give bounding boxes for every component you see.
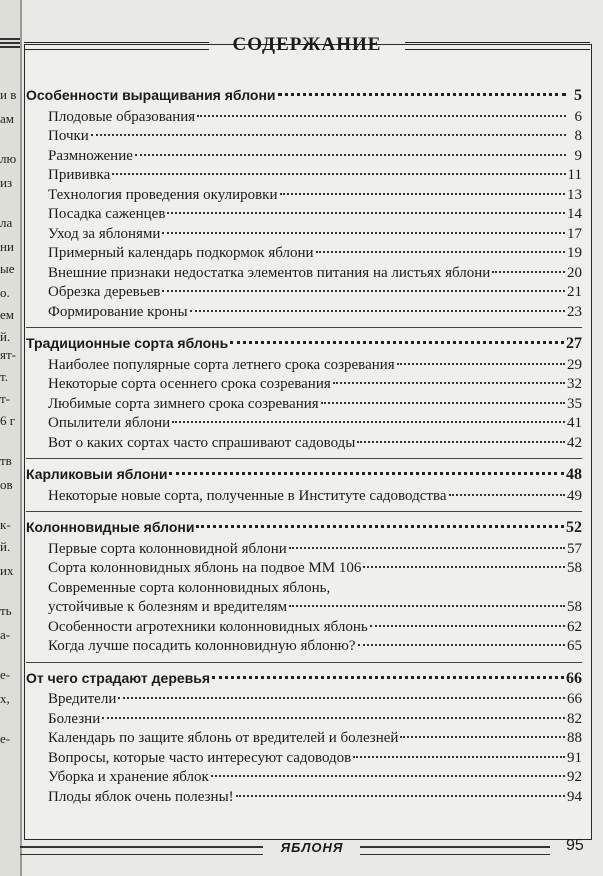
dot-leader xyxy=(289,605,565,607)
entry-page-number: 13 xyxy=(567,186,582,203)
dot-leader xyxy=(280,193,566,195)
entry-page-number: 11 xyxy=(567,167,582,183)
entry-title: Болезни xyxy=(48,710,101,727)
dot-leader xyxy=(357,441,565,443)
toc-entry[interactable] xyxy=(26,559,582,579)
left-page-fragment: ла xyxy=(0,215,13,230)
entry-title: Опылители яблони xyxy=(48,415,171,431)
entry-title: Размножение xyxy=(48,147,133,164)
toc-entry[interactable] xyxy=(26,729,582,749)
entry-page-number: 82 xyxy=(567,710,582,727)
dot-leader xyxy=(91,134,566,136)
left-page-fragment: т. xyxy=(0,369,8,384)
entry-title: Формирование кроны xyxy=(48,303,188,320)
left-page-fragment: а- xyxy=(0,627,11,642)
entry-page-number: 62 xyxy=(567,618,582,635)
toc-entry[interactable] xyxy=(26,579,582,599)
toc-entry[interactable] xyxy=(26,283,582,303)
entry-title: Прививка xyxy=(48,167,111,183)
toc-section-heading[interactable] xyxy=(26,669,582,689)
dot-leader xyxy=(211,775,565,777)
entry-page-number: 58 xyxy=(567,599,582,615)
left-page-fragment: тв xyxy=(0,453,12,468)
dot-leader xyxy=(333,382,565,384)
entry-title: Примерный календарь подкормок яблони xyxy=(48,245,314,261)
left-page-fragment: ем xyxy=(0,307,14,322)
toc-entry[interactable] xyxy=(26,264,582,284)
left-page-fragment: е- xyxy=(0,667,11,682)
title-rule-left xyxy=(24,42,209,50)
entry-title: Когда лучше посадить колонновидную яблоню? xyxy=(48,638,356,654)
toc-entry[interactable] xyxy=(26,487,582,507)
page-number: 95 xyxy=(566,837,584,854)
left-page-fragment: ни xyxy=(0,239,14,254)
footer-rule-left xyxy=(20,846,263,855)
entry-page-number: 65 xyxy=(567,638,582,654)
entry-title: Первые сорта колонновидной яблони xyxy=(48,540,287,557)
left-page-fragment: ам xyxy=(0,111,14,126)
left-page-rule xyxy=(0,38,20,50)
toc-entry[interactable] xyxy=(26,637,582,657)
toc-section-heading[interactable] xyxy=(26,334,582,354)
left-page-fragment: ть xyxy=(0,603,12,618)
entry-title: Наиболее популярные сорта летнего срока созревания xyxy=(48,356,395,373)
left-page-fragment: их xyxy=(0,563,14,578)
entry-title: Вот о каких сортах часто спрашивают садоводы xyxy=(48,434,356,451)
dot-leader xyxy=(197,115,566,117)
dot-leader xyxy=(112,173,565,175)
running-title: ЯБЛОНЯ xyxy=(280,840,344,855)
page-footer xyxy=(20,837,603,864)
entry-page-number: 58 xyxy=(567,560,582,576)
dot-leader xyxy=(363,566,565,568)
entry-title: Сорта колонновидных яблонь на подвое ММ 106 xyxy=(48,560,362,576)
title-rule-right xyxy=(405,42,590,50)
entry-title: Посадка саженцев xyxy=(48,206,166,222)
toc-entry[interactable] xyxy=(26,414,582,434)
entry-page-number: 91 xyxy=(567,749,582,766)
left-page-fragment: й. xyxy=(0,329,11,344)
entry-page-number: 8 xyxy=(574,128,582,144)
entry-title: Вопросы, которые часто интересуют садоводов xyxy=(48,749,352,766)
dot-leader xyxy=(449,494,566,496)
entry-title: Почки xyxy=(48,128,89,144)
left-page-fragment: ые xyxy=(0,261,15,276)
entry-title: Особенности агротехники колонновидных яблонь xyxy=(48,618,368,635)
entry-title: Обрезка деревьев xyxy=(48,284,161,300)
entry-title: Плодовые образования xyxy=(48,108,196,125)
entry-title: устойчивые к болезням и вредителям xyxy=(48,599,288,615)
toc-entry[interactable] xyxy=(26,788,582,808)
left-page-fragment: й. xyxy=(0,539,11,554)
entry-page-number: 35 xyxy=(567,395,582,412)
toc-section xyxy=(26,518,582,663)
toc-entry[interactable] xyxy=(26,225,582,245)
toc-entry[interactable] xyxy=(26,618,582,638)
entry-page-number: 49 xyxy=(567,487,582,504)
toc-section xyxy=(26,86,582,328)
entry-page-number: 42 xyxy=(567,434,582,451)
toc-entry[interactable] xyxy=(26,690,582,710)
entry-title: Технология проведения окулировки xyxy=(48,186,278,203)
entry-page-number: 41 xyxy=(567,415,582,431)
left-page-fragment: о. xyxy=(0,285,10,300)
section-page-number: 27 xyxy=(566,335,582,352)
toc-entry[interactable] xyxy=(26,749,582,769)
dot-leader xyxy=(196,525,564,528)
left-page-fragment: и в xyxy=(0,87,17,102)
entry-page-number: 32 xyxy=(567,376,582,392)
dot-leader xyxy=(135,154,566,156)
title-row xyxy=(24,34,590,58)
toc-section-heading[interactable] xyxy=(26,465,582,485)
left-page-fragment: 6 г xyxy=(0,413,16,428)
toc-entry[interactable] xyxy=(26,303,582,323)
toc-entry[interactable] xyxy=(26,127,582,147)
entry-title: Внешние признаки недостатка элементов питания на листьях яблони xyxy=(48,264,491,281)
entry-page-number: 92 xyxy=(567,769,582,785)
entry-title: Уборка и хранение яблок xyxy=(48,769,209,785)
section-title: Колонновидные яблони xyxy=(26,519,195,535)
entry-page-number: 57 xyxy=(567,540,582,557)
entry-page-number: 9 xyxy=(574,147,582,164)
entry-title: Некоторые новые сорта, полученные в Институте садоводства xyxy=(48,487,447,504)
toc-entry[interactable] xyxy=(26,186,582,206)
toc-entry[interactable] xyxy=(26,166,582,186)
dot-leader xyxy=(236,795,565,797)
section-page-number: 5 xyxy=(574,87,582,104)
dot-leader xyxy=(358,644,565,646)
entry-page-number: 88 xyxy=(567,730,582,746)
dot-leader xyxy=(278,93,566,96)
dot-leader xyxy=(118,697,565,699)
dot-leader xyxy=(169,472,564,475)
page-title: СОДЕРЖАНИЕ xyxy=(232,34,382,55)
entry-page-number: 20 xyxy=(567,264,582,281)
toc-entry[interactable] xyxy=(26,108,582,128)
left-page-fragment: к- xyxy=(0,517,11,532)
entry-page-number: 23 xyxy=(567,303,582,320)
entry-title: Некоторые сорта осеннего срока созревания xyxy=(48,376,331,392)
left-page-edge xyxy=(0,0,22,876)
entry-page-number: 29 xyxy=(567,356,582,373)
entry-title: Современные сорта колонновидных яблонь, xyxy=(48,579,331,596)
toc-entry[interactable] xyxy=(26,710,582,730)
section-page-number: 66 xyxy=(566,669,582,687)
entry-page-number: 21 xyxy=(567,284,582,300)
left-page-fragment: из xyxy=(0,175,13,190)
footer-rule-right xyxy=(360,846,550,855)
entry-title: Уход за яблонями xyxy=(48,225,161,242)
dot-leader xyxy=(289,547,565,549)
dot-leader xyxy=(321,402,565,404)
entry-page-number: 19 xyxy=(567,245,582,261)
toc-section-heading[interactable] xyxy=(26,86,582,106)
entry-page-number: 94 xyxy=(567,788,582,805)
dot-leader xyxy=(102,717,565,719)
toc-entry[interactable] xyxy=(26,598,582,618)
section-page-number: 48 xyxy=(566,466,582,483)
left-page-fragment: ят- xyxy=(0,347,16,362)
entry-page-number: 66 xyxy=(567,691,582,707)
toc-entry[interactable] xyxy=(26,356,582,376)
dot-leader xyxy=(172,421,565,423)
dot-leader xyxy=(353,756,565,758)
entry-page-number: 17 xyxy=(567,225,582,242)
left-page-fragment: ов xyxy=(0,477,13,492)
toc-section-heading[interactable] xyxy=(26,518,582,538)
dot-leader xyxy=(190,310,565,312)
toc-entry[interactable] xyxy=(26,205,582,225)
toc-section xyxy=(26,669,582,813)
toc-entry[interactable] xyxy=(26,434,582,454)
entry-title: Любимые сорта зимнего срока созревания xyxy=(48,395,319,412)
dot-leader xyxy=(230,341,564,344)
section-title: Карликовыи яблони xyxy=(26,466,168,482)
left-page-fragment: е- xyxy=(0,731,11,746)
entry-page-number: 6 xyxy=(574,108,582,125)
dot-leader xyxy=(492,271,565,273)
toc-entry[interactable] xyxy=(26,375,582,395)
toc-entry[interactable] xyxy=(26,395,582,415)
toc-section xyxy=(26,465,582,512)
toc-entry[interactable] xyxy=(26,244,582,264)
entry-title: Вредители xyxy=(48,691,117,707)
dot-leader xyxy=(212,676,564,679)
toc-section xyxy=(26,334,582,459)
table-of-contents xyxy=(26,86,582,818)
section-title: От чего страдают деревья xyxy=(26,669,211,686)
dot-leader xyxy=(162,232,565,234)
dot-leader xyxy=(370,625,565,627)
section-title: Особенности выращивания яблони xyxy=(26,87,276,103)
dot-leader xyxy=(316,251,565,253)
entry-title: Календарь по защите яблонь от вредителей и болезней xyxy=(48,730,399,746)
section-title: Традиционные сорта яблонь xyxy=(26,335,229,351)
dot-leader xyxy=(167,212,565,214)
toc-entry[interactable] xyxy=(26,768,582,788)
section-page-number: 52 xyxy=(566,519,582,536)
dot-leader xyxy=(397,363,565,365)
left-page-fragment: лю xyxy=(0,151,17,166)
toc-entry[interactable] xyxy=(26,540,582,560)
dot-leader xyxy=(162,290,565,292)
left-page-fragment: т- xyxy=(0,391,11,406)
dot-leader xyxy=(400,736,565,738)
toc-entry[interactable] xyxy=(26,147,582,167)
entry-page-number: 14 xyxy=(567,206,582,222)
left-page-fragment: х, xyxy=(0,691,10,706)
entry-title: Плоды яблок очень полезны! xyxy=(48,788,234,805)
